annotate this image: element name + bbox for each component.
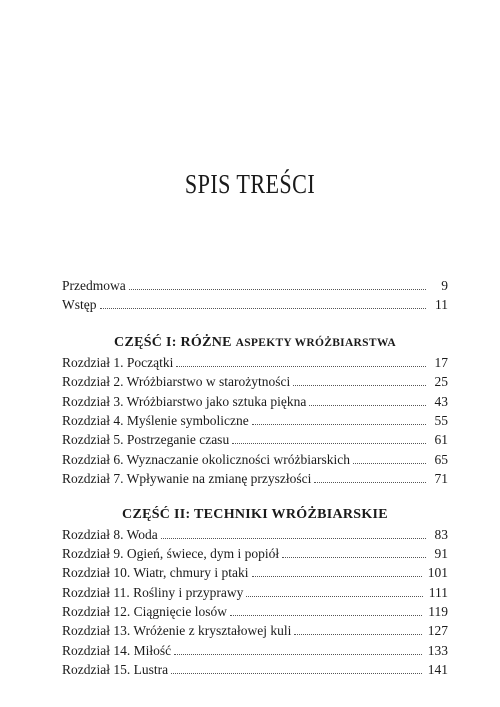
dot-leader xyxy=(171,673,422,674)
part-heading-small: ASPEKTY WRÓŻBIARSTWA xyxy=(235,336,396,349)
toc-entry-label: Rozdział 14. Miłość xyxy=(62,642,172,658)
toc-entry-page: 71 xyxy=(434,471,448,487)
toc-entry xyxy=(62,583,448,602)
toc-entry-label: Rozdział 5. Postrzeganie czasu xyxy=(62,432,230,448)
dot-leader xyxy=(252,424,426,425)
toc-entry xyxy=(62,353,448,372)
part-heading xyxy=(62,333,448,353)
toc-entry-page: 61 xyxy=(434,432,448,448)
toc-entry-page: 11 xyxy=(435,297,448,313)
toc-entry-label: Rozdział 6. Wyznaczanie okoliczności wróżbiarskich xyxy=(62,451,350,467)
table-of-contents xyxy=(62,276,448,680)
toc-entry xyxy=(62,602,448,621)
dot-leader xyxy=(161,538,426,539)
page-title: SPIS TREŚCI xyxy=(184,169,316,199)
toc-entry-page: 141 xyxy=(427,662,448,678)
toc-entry xyxy=(62,372,448,391)
toc-entry xyxy=(62,544,448,563)
dot-leader xyxy=(314,482,426,483)
toc-entry-label: Rozdział 2. Wróżbiarstwo w starożytności xyxy=(62,374,291,390)
toc-entry-page: 43 xyxy=(434,393,448,409)
dot-leader xyxy=(176,366,426,367)
dot-leader xyxy=(293,385,426,386)
dot-leader xyxy=(129,289,426,290)
toc-entry-label: Rozdział 4. Myślenie symboliczne xyxy=(62,412,249,428)
toc-entry-page: 9 xyxy=(441,278,448,293)
toc-entry xyxy=(62,411,448,430)
toc-entry-page: 65 xyxy=(434,451,448,467)
part-heading-main: CZĘŚĆ II: TECHNIKI WRÓŻBIARSKIE xyxy=(122,506,388,522)
toc-entry-page: 83 xyxy=(434,526,448,542)
toc-entry xyxy=(62,430,448,449)
toc-entry-label: Rozdział 10. Wiatr, chmury i ptaki xyxy=(62,565,249,581)
toc-entry xyxy=(62,660,448,679)
toc-entry-page: 101 xyxy=(427,565,448,581)
toc-entry-page: 25 xyxy=(434,374,448,390)
dot-leader xyxy=(294,634,421,635)
part-heading xyxy=(62,505,448,525)
dot-leader xyxy=(252,576,422,577)
part-heading-main: CZĘŚĆ I: RÓŻNE xyxy=(114,334,236,350)
toc-entry xyxy=(62,641,448,660)
toc-entry-label: Rozdział 13. Wróżenie z kryształowej kuli xyxy=(62,623,292,639)
toc-entry-label: Rozdział 9. Ogień, świece, dym i popiół xyxy=(62,545,280,561)
toc-entry xyxy=(62,621,448,640)
toc-entry-page: 119 xyxy=(428,604,448,620)
toc-entry-label: Rozdział 8. Woda xyxy=(62,526,158,542)
dot-leader xyxy=(246,596,422,597)
dot-leader xyxy=(230,615,422,616)
toc-entry xyxy=(62,450,448,469)
toc-entry xyxy=(62,525,448,544)
dot-leader xyxy=(174,654,422,655)
dot-leader xyxy=(100,308,427,309)
spacer xyxy=(62,489,448,505)
toc-entry xyxy=(62,276,448,295)
toc-entry-label: Rozdział 1. Początki xyxy=(62,354,174,370)
toc-entry-label: Rozdział 3. Wróżbiarstwo jako sztuka piękna xyxy=(62,393,307,409)
toc-entry-label: Rozdział 11. Rośliny i przyprawy xyxy=(62,584,244,600)
toc-entry xyxy=(62,295,448,314)
toc-entry xyxy=(62,563,448,582)
toc-entry xyxy=(62,392,448,411)
dot-leader xyxy=(353,463,426,464)
dot-leader xyxy=(309,405,426,406)
toc-entry-page: 133 xyxy=(427,642,448,658)
spacer xyxy=(62,315,448,333)
toc-entry-page: 55 xyxy=(434,412,448,428)
toc-entry-page: 17 xyxy=(434,354,448,370)
toc-entry-label: Przedmowa xyxy=(62,278,126,293)
toc-entry-page: 91 xyxy=(434,545,448,561)
toc-entry-page: 111 xyxy=(428,584,448,600)
dot-leader xyxy=(232,443,426,444)
toc-entry-label: Rozdział 12. Ciągnięcie losów xyxy=(62,604,227,620)
dot-leader xyxy=(282,557,426,558)
toc-entry-label: Rozdział 15. Lustra xyxy=(62,662,169,678)
toc-entry-label: Rozdział 7. Wpływanie na zmianę przyszłości xyxy=(62,471,312,487)
toc-entry-page: 127 xyxy=(427,623,448,639)
toc-entry xyxy=(62,469,448,488)
toc-entry-label: Wstęp xyxy=(62,297,97,313)
